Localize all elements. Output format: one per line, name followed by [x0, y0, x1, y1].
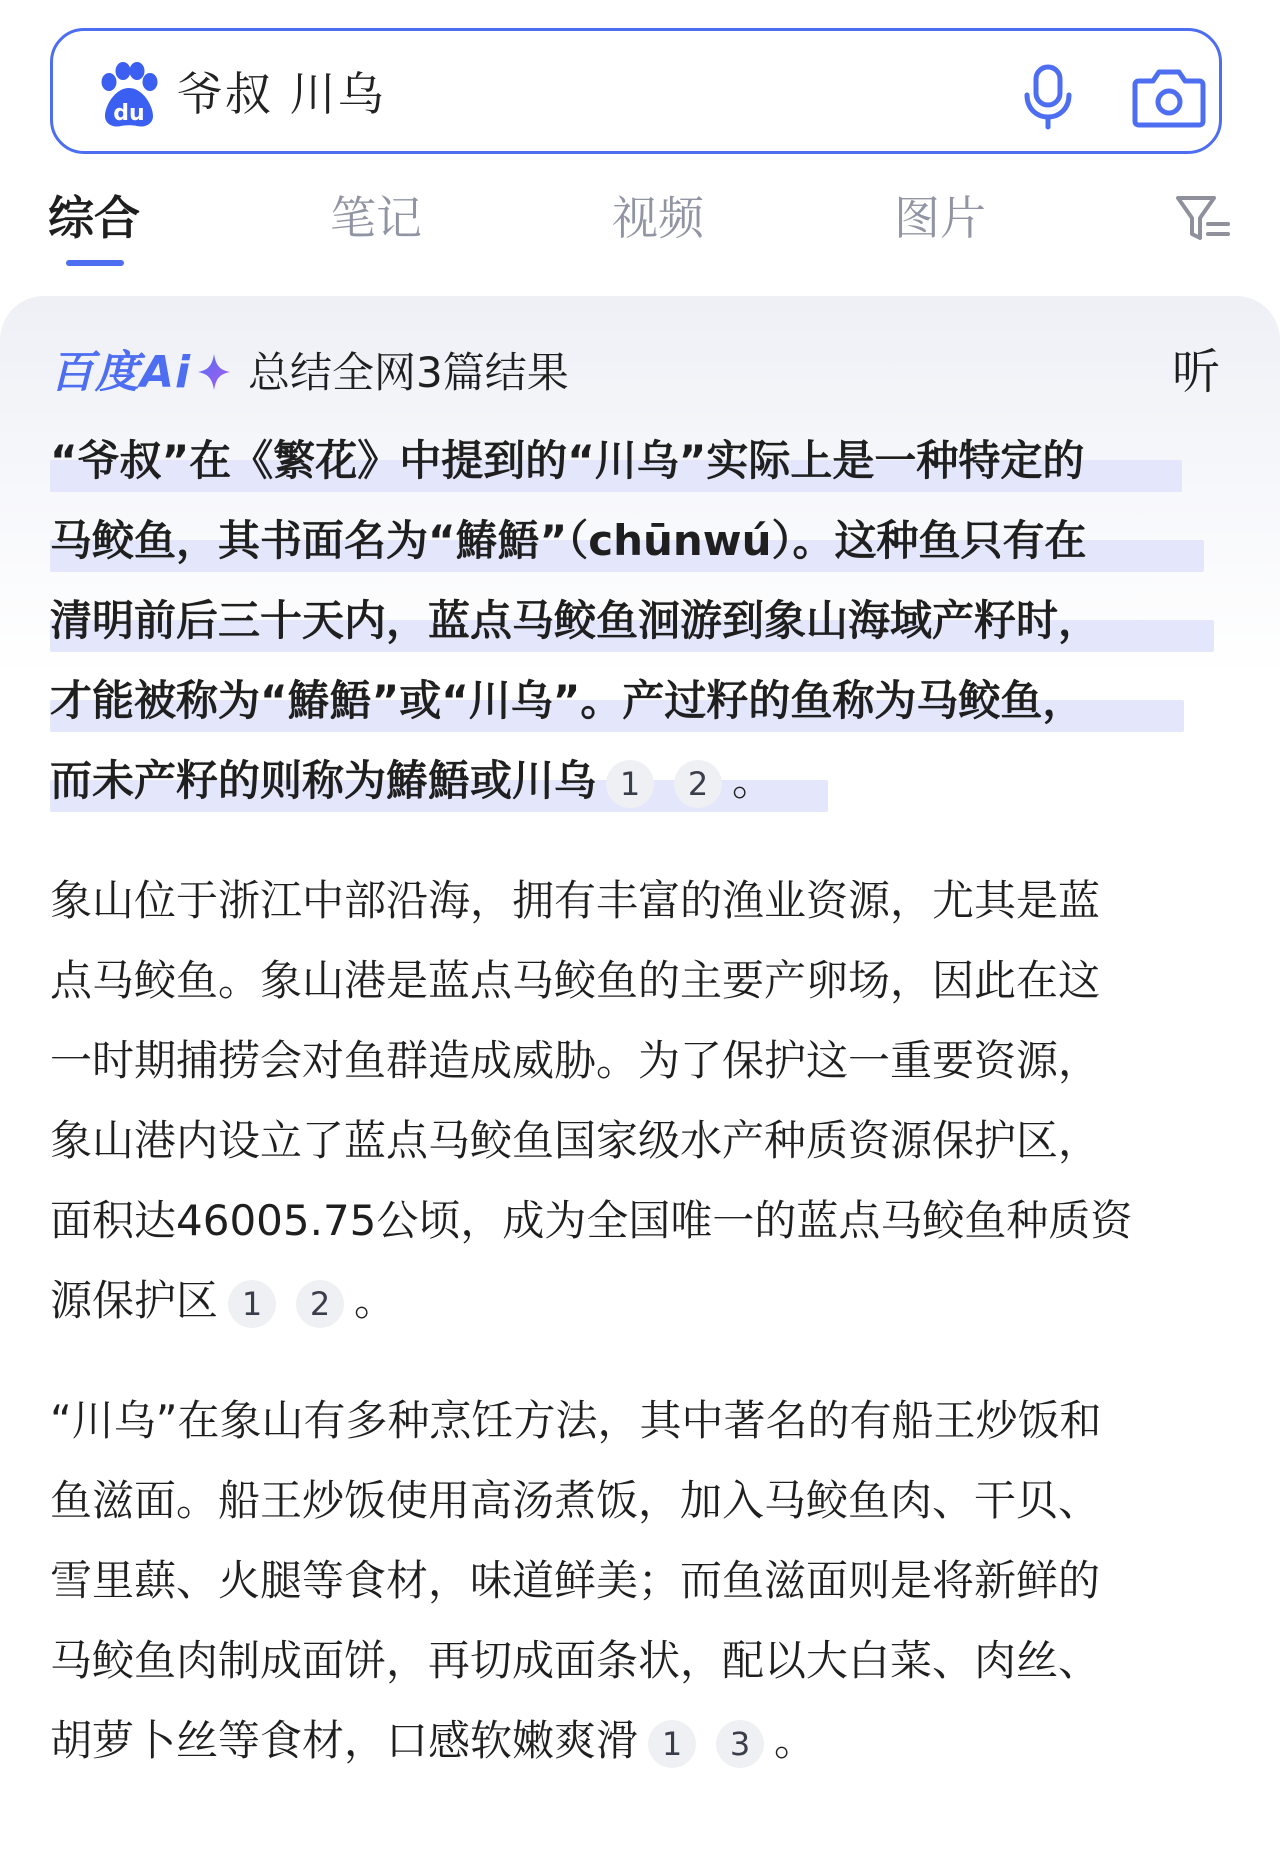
active-tab-indicator — [66, 260, 124, 266]
citation-badge[interactable]: 2 — [674, 760, 722, 808]
baidu-paw-logo — [93, 58, 165, 130]
sentence-end: 。 — [354, 1276, 397, 1325]
sentence-end: 。 — [774, 1716, 817, 1765]
search-bar[interactable] — [50, 28, 1222, 154]
highlighted-line: 而未产籽的则称为鰆鯃或川乌 1 2 。 — [50, 746, 774, 816]
sparkle-icon — [196, 352, 232, 392]
paragraph-line: 点马鲛鱼。象山港是蓝点马鲛鱼的主要产卵场，因此在这 — [50, 956, 1101, 1005]
sentence-end: 。 — [732, 756, 775, 805]
paragraph-line: 胡萝卜丝等食材，口感软嫩爽滑 1 3 。 — [50, 1706, 816, 1776]
paragraph-line: 马鲛鱼肉制成面饼，再切成面条状，配以大白菜、肉丝、 — [50, 1636, 1101, 1685]
paragraph-line: 雪里蕻、火腿等食材，味道鲜美；而鱼滋面则是将新鲜的 — [50, 1556, 1101, 1605]
citation-badge[interactable]: 2 — [296, 1280, 344, 1328]
paragraph-line: 面积达46005.75公顷，成为全国唯一的蓝点马鲛鱼种质资 — [50, 1196, 1133, 1245]
tab-notes[interactable]: 笔记 — [330, 191, 422, 245]
paragraph-line: 鱼滋面。船王炒饭使用高汤煮饭，加入马鲛鱼肉、干贝、 — [50, 1476, 1101, 1525]
listen-button[interactable]: 听 — [1172, 344, 1221, 400]
tab-all[interactable]: 综合 — [48, 191, 140, 245]
tab-images[interactable]: 图片 — [894, 191, 986, 245]
citation-badge[interactable]: 1 — [228, 1280, 276, 1328]
filter-icon[interactable] — [1174, 190, 1232, 248]
citation-badge[interactable]: 1 — [606, 760, 654, 808]
camera-icon[interactable] — [1129, 61, 1209, 131]
paragraph-line: “川乌”在象山有多种烹饪方法，其中著名的有船王炒饭和 — [50, 1396, 1102, 1445]
baidu-ai-logo: 百度Ai — [50, 347, 192, 398]
svg-text:du: du — [113, 101, 145, 126]
paragraph-line: 象山位于浙江中部沿海，拥有丰富的渔业资源，尤其是蓝 — [50, 876, 1101, 925]
paragraph-line: 源保护区 1 2 。 — [50, 1266, 396, 1336]
citation-badge[interactable]: 1 — [648, 1720, 696, 1768]
ai-summary-caption: 总结全网3篇结果 — [248, 348, 569, 397]
citation-badge[interactable]: 3 — [716, 1720, 764, 1768]
paragraph-line: 一时期捕捞会对鱼群造成威胁。为了保护这一重要资源， — [50, 1036, 1101, 1085]
highlighted-line: 清明前后三十天内，蓝点马鲛鱼洄游到象山海域产籽时， — [50, 586, 1100, 656]
highlighted-line: “爷叔”在《繁花》中提到的“川乌”实际上是一种特定的 — [50, 426, 1084, 496]
paragraph-line: 象山港内设立了蓝点马鲛鱼国家级水产种质资源保护区， — [50, 1116, 1101, 1165]
tab-videos[interactable]: 视频 — [612, 191, 704, 245]
highlighted-line: 马鲛鱼，其书面名为“鰆鯃”（chūnwú）。这种鱼只有在 — [50, 506, 1087, 576]
search-input[interactable]: 爷叔 川乌 — [177, 67, 386, 121]
highlighted-line: 才能被称为“鰆鯃”或“川乌”。产过籽的鱼称为马鲛鱼， — [50, 666, 1084, 736]
microphone-icon[interactable] — [1013, 61, 1083, 131]
